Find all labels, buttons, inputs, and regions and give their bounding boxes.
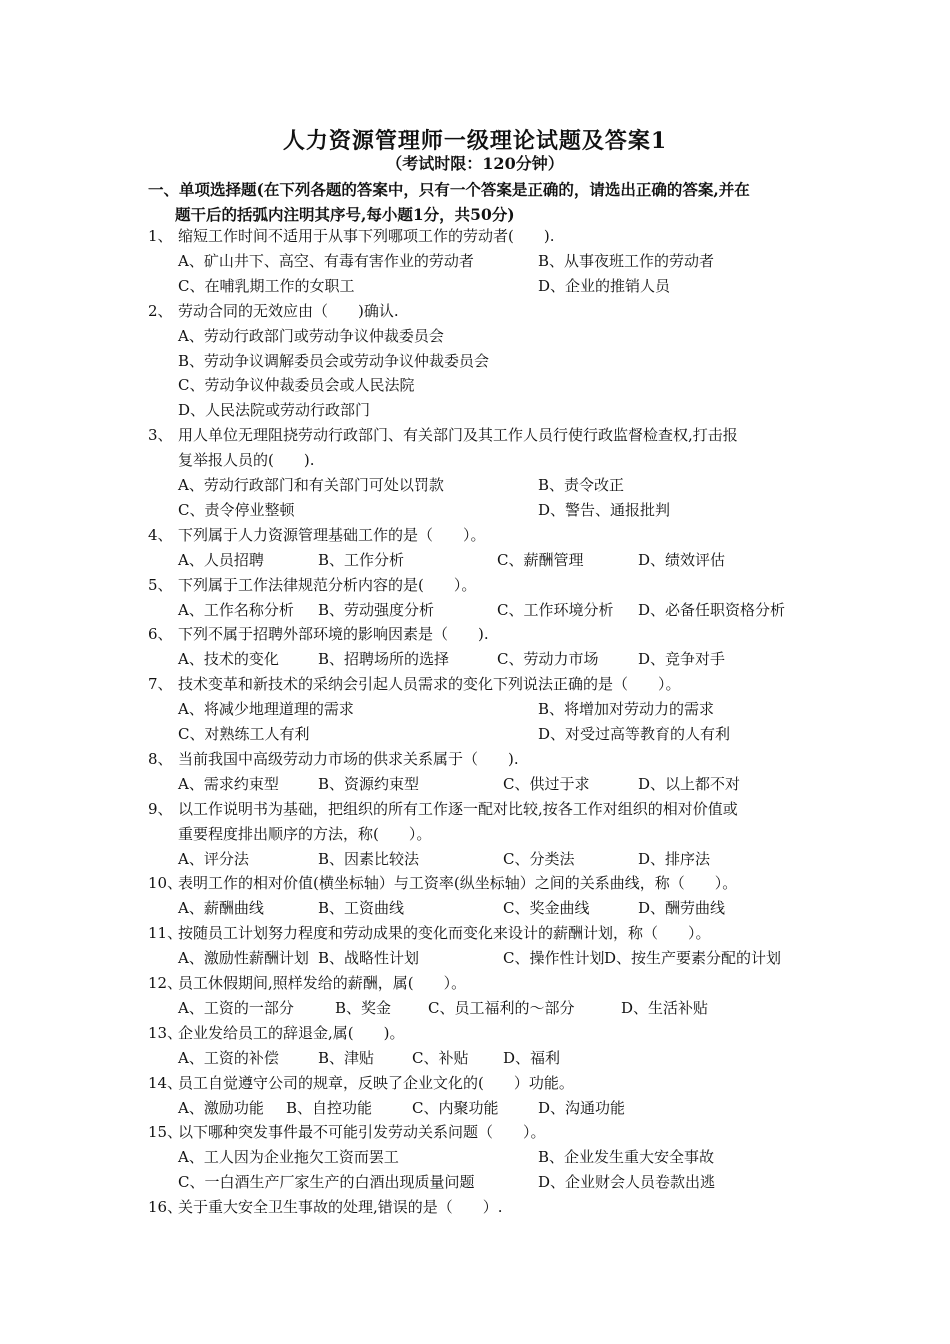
- answer-option: B、工作分析: [318, 550, 405, 569]
- question-stem: 表明工作的相对价值(横坐标轴）与工资率(纵坐标轴）之间的关系曲线，称（ ）。: [178, 874, 738, 893]
- question-number: 11、: [148, 924, 183, 943]
- answer-option: B、自控功能: [286, 1098, 373, 1117]
- answer-option: A、需求约束型: [178, 774, 279, 793]
- answer-option: B、劳动强度分析: [318, 600, 435, 619]
- answer-option: C、对熟练工人有利: [178, 725, 310, 743]
- question-stem: 劳动合同的无效应由（ )确认.: [178, 301, 399, 320]
- answer-option: B、津贴: [318, 1048, 375, 1067]
- answer-option: D、企业财会人员卷款出逃: [538, 1173, 716, 1192]
- answer-option: B、劳动争议调解委员会或劳动争议仲裁委员会: [178, 351, 490, 370]
- answer-option: B、从事夜班工作的劳动者: [538, 251, 715, 270]
- answer-option: C、供过于求: [503, 774, 590, 793]
- answer-option: A、工资的一部分: [178, 998, 294, 1017]
- question-stem: 缩短工作时间不适用于从事下列哪项工作的劳动者( ).: [178, 227, 555, 245]
- answer-option: B、工资曲线: [318, 899, 405, 918]
- question-number: 16、: [148, 1198, 183, 1217]
- answer-option: D、生活补贴: [621, 998, 709, 1017]
- answer-option: D、绩效评估: [638, 550, 726, 569]
- answer-option: D、对受过高等教育的人有利: [538, 725, 731, 743]
- question-number: 14、: [148, 1073, 183, 1092]
- answer-option: A、激励性薪酬计划: [178, 949, 309, 968]
- question-number: 4、: [148, 525, 173, 544]
- answer-option: B、资源约束型: [318, 774, 420, 793]
- answer-option: C、内聚功能: [412, 1098, 499, 1117]
- answer-option: A、人员招聘: [178, 550, 264, 569]
- answer-option: C、责令停业整顿: [178, 500, 295, 519]
- question-stem: 重要程度排出顺序的方法，称( ）。: [178, 824, 432, 843]
- question-number: 15、: [148, 1123, 183, 1142]
- question-stem: 技术变革和新技术的采纳会引起人员需求的变化下列说法正确的是（ ）。: [178, 675, 681, 694]
- answer-option: B、因素比较法: [318, 849, 420, 868]
- question-number: 2、: [148, 301, 173, 320]
- answer-option: A、工作名称分析: [178, 600, 294, 619]
- question-number: 7、: [148, 675, 173, 694]
- section-heading-line-2: 题干后的括弧内注明其序号,每小题1分，共50分): [175, 205, 515, 224]
- answer-option: D、酬劳曲线: [638, 899, 726, 918]
- answer-option: A、将减少地理道理的需求: [178, 700, 354, 719]
- answer-option: D、沟通功能: [538, 1098, 626, 1117]
- answer-option: C、劳动争议仲裁委员会或人民法院: [178, 376, 415, 395]
- question-stem: 下列属于工作法律规范分析内容的是( ）。: [178, 575, 477, 594]
- answer-option: D、以上都不对: [638, 774, 741, 793]
- answer-option: C、员工福利的～部分: [428, 998, 575, 1017]
- answer-option: B、战略性计划: [318, 949, 420, 968]
- answer-option: D、竞争对手: [638, 650, 726, 669]
- question-number: 10、: [148, 874, 183, 893]
- question-number: 9、: [148, 799, 173, 818]
- question-stem: 关于重大安全卫生事故的处理,错误的是（ ）.: [178, 1198, 503, 1217]
- question-number: 12、: [148, 974, 183, 992]
- question-stem: 下列不属于招聘外部环境的影响因素是（ ).: [178, 625, 489, 644]
- answer-option: A、激励功能: [178, 1098, 264, 1117]
- question-number: 5、: [148, 575, 173, 594]
- question-stem: 企业发给员工的辞退金,属( )。: [178, 1023, 405, 1042]
- answer-option: A、矿山井下、高空、有毒有害作业的劳动者: [178, 251, 474, 270]
- exam-time-limit: （考试时限：120分钟）: [386, 154, 564, 173]
- question-stem: 员工自觉遵守公司的规章，反映了企业文化的( ）功能。: [178, 1073, 574, 1092]
- answer-option: C、薪酬管理: [497, 550, 584, 569]
- answer-option: B、奖金: [335, 998, 392, 1017]
- answer-option: B、将增加对劳动力的需求: [538, 700, 715, 719]
- answer-option: D、按生产要素分配的计划: [604, 949, 782, 968]
- answer-option: C、工作环境分析: [497, 600, 614, 619]
- answer-option: B、责令改正: [538, 476, 625, 494]
- answer-option: A、薪酬曲线: [178, 899, 264, 918]
- document-title: 人力资源管理师一级理论试题及答案1: [282, 128, 668, 154]
- answer-option: C、分类法: [503, 849, 575, 868]
- question-stem: 用人单位无理阻挠劳动行政部门、有关部门及其工作人员行使行政监督检查权,打击报: [178, 426, 738, 445]
- question-stem: 以工作说明书为基础，把组织的所有工作逐一配对比较,按各工作对组织的相对价值或: [178, 799, 738, 818]
- section-heading: [148, 177, 818, 227]
- question-number: 1、: [148, 227, 173, 245]
- question-number: 8、: [148, 749, 173, 768]
- answer-option: C、劳动力市场: [497, 650, 599, 669]
- answer-option: A、工资的补偿: [178, 1048, 279, 1067]
- answer-option: B、招聘场所的选择: [318, 650, 450, 669]
- answer-option: D、警告、通报批判: [538, 500, 671, 519]
- answer-option: D、排序法: [638, 849, 711, 868]
- question-number: 3、: [148, 426, 173, 445]
- answer-option: A、劳动行政部门或劳动争议仲裁委员会: [178, 326, 444, 345]
- question-stem: 当前我国中高级劳动力市场的供求关系属于（ ).: [178, 749, 519, 768]
- section-heading-line-1: 一、单项选择题(在下列各题的答案中，只有一个答案是正确的，请选出正确的答案,并在: [148, 180, 750, 199]
- answer-option: D、企业的推销人员: [538, 276, 671, 295]
- question-stem: 按随员工计划努力程度和劳动成果的变化而变化来设计的薪酬计划，称（ ）。: [178, 924, 711, 943]
- question-number: 6、: [148, 625, 173, 644]
- answer-option: C、一白酒生产厂家生产的白酒出现质量问题: [178, 1173, 475, 1192]
- question-stem: 复举报人员的( ).: [178, 451, 315, 470]
- question-number: 13、: [148, 1023, 183, 1042]
- answer-option: C、补贴: [412, 1048, 469, 1067]
- answer-option: B、企业发生重大安全事故: [538, 1148, 715, 1167]
- answer-option: D、必备任职资格分析: [638, 600, 786, 619]
- answer-option: A、评分法: [178, 849, 249, 868]
- answer-option: D、人民法院或劳动行政部门: [178, 401, 371, 420]
- answer-option: C、奖金曲线: [503, 899, 590, 918]
- answer-option: C、在哺乳期工作的女职工: [178, 276, 355, 295]
- question-stem: 以下哪种突发事件最不可能引发劳动关系问题（ ）。: [178, 1123, 546, 1142]
- question-stem: 下列属于人力资源管理基础工作的是（ ）。: [178, 525, 486, 544]
- answer-option: A、工人因为企业拖欠工资而罢工: [178, 1148, 399, 1167]
- answer-option: D、福利: [503, 1048, 561, 1067]
- answer-option: C、操作性计划: [503, 949, 605, 968]
- answer-option: A、技术的变化: [178, 650, 279, 669]
- question-stem: 员工休假期间,照样发给的薪酬，属( ）。: [178, 974, 467, 992]
- answer-option: A、劳动行政部门和有关部门可处以罚款: [178, 476, 444, 494]
